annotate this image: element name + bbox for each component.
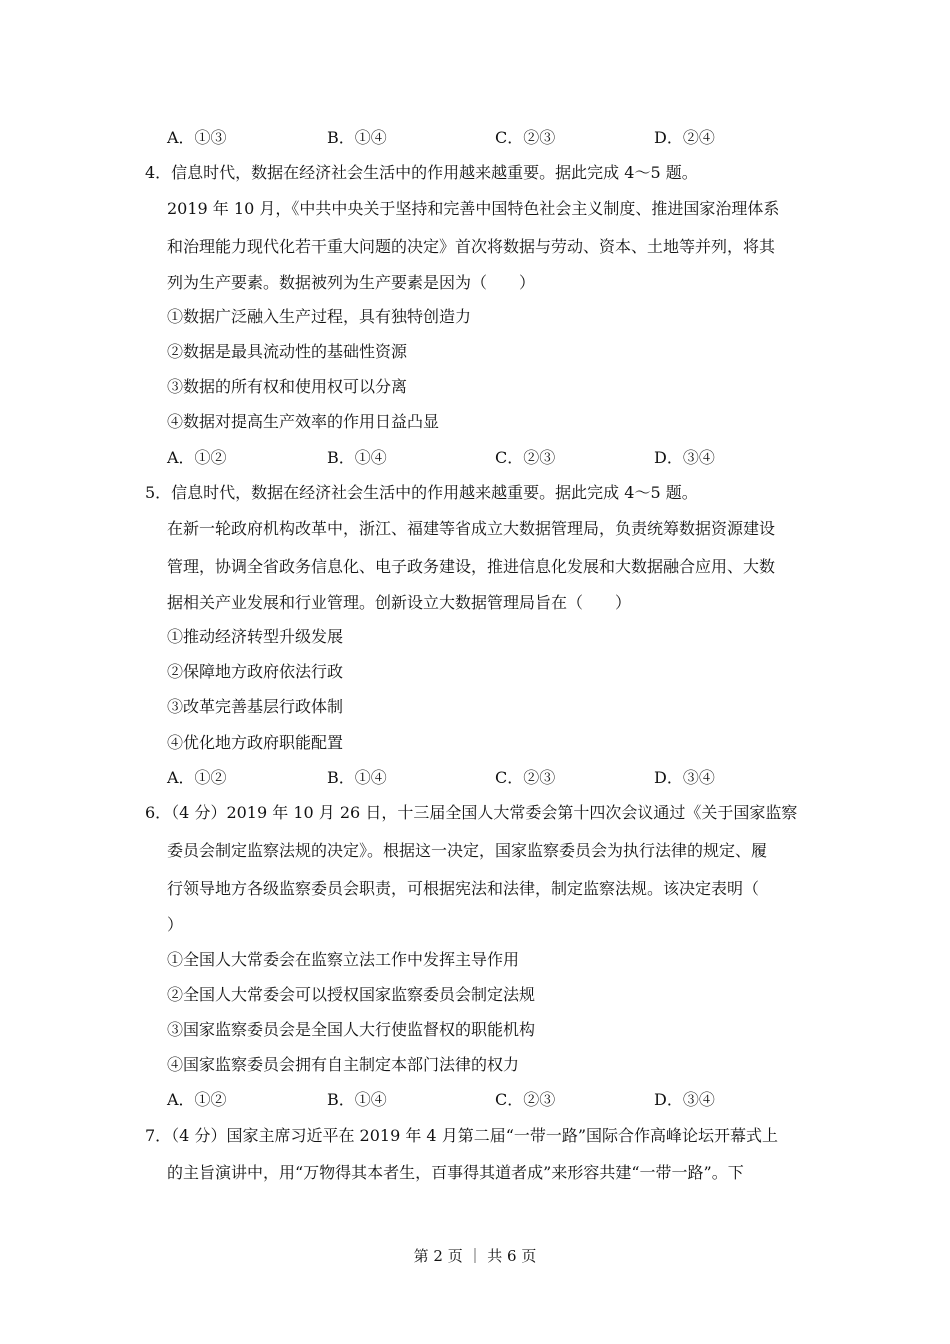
q6-stem-line: 委员会制定监察法规的决定》。根据这一决定，国家监察委员会为执行法律的规定、履 xyxy=(167,841,768,860)
q5-title: 5．信息时代，数据在经济社会生活中的作用越来越重要。据此完成 4～5 题。 xyxy=(145,483,698,502)
q6-option-c: C．②③ xyxy=(495,1090,556,1109)
q5-stem-line: 在新一轮政府机构改革中，浙江、福建等省成立大数据管理局，负责统筹数据资源建设 xyxy=(167,519,776,538)
q7-title: 7．（4 分）国家主席习近平在 2019 年 4 月第二届“一带一路”国际合作高峰论坛开幕式上 xyxy=(145,1126,779,1145)
q5-item: ④优化地方政府职能配置 xyxy=(167,733,344,752)
page-number-footer: 第 2 页 ｜ 共 6 页 xyxy=(413,1247,537,1265)
q6-option-d: D．③④ xyxy=(654,1090,715,1109)
q3-option-b: B．①④ xyxy=(327,128,387,147)
q6-title: 6．（4 分）2019 年 10 月 26 日，十三届全国人大常委会第十四次会议通过《关于国家监察 xyxy=(145,803,798,822)
q4-item: ①数据广泛融入生产过程，具有独特创造力 xyxy=(167,307,472,326)
q6-option-a: A．①② xyxy=(167,1090,227,1109)
q4-item: ②数据是最具流动性的基础性资源 xyxy=(167,342,408,361)
q5-option-c: C．②③ xyxy=(495,768,556,787)
q3-options xyxy=(167,128,807,150)
q6-item: ④国家监察委员会拥有自主制定本部门法律的权力 xyxy=(167,1055,520,1074)
q6-item: ①全国人大常委会在监察立法工作中发挥主导作用 xyxy=(167,950,520,969)
q5-option-a: A．①② xyxy=(167,768,227,787)
q4-stem-line: 列为生产要素。数据被列为生产要素是因为（ ） xyxy=(167,273,536,292)
q4-item: ④数据对提高生产效率的作用日益凸显 xyxy=(167,412,440,431)
q4-item: ③数据的所有权和使用权可以分离 xyxy=(167,377,408,396)
q3-option-d: D．②④ xyxy=(654,128,715,147)
q4-option-b: B．①④ xyxy=(327,448,387,467)
q4-option-d: D．③④ xyxy=(654,448,715,467)
q4-stem-line: 2019 年 10 月，《中共中央关于坚持和完善中国特色社会主义制度、推进国家治理体系 xyxy=(167,199,780,218)
q6-options xyxy=(167,1090,807,1112)
q6-item: ②全国人大常委会可以授权国家监察委员会制定法规 xyxy=(167,985,536,1004)
q4-options xyxy=(167,448,807,470)
q7-stem-line: 的主旨演讲中，用“万物得其本者生，百事得其道者成”来形容共建“一带一路”。下 xyxy=(167,1163,744,1182)
q5-item: ①推动经济转型升级发展 xyxy=(167,627,344,646)
q6-item: ③国家监察委员会是全国人大行使监督权的职能机构 xyxy=(167,1020,536,1039)
q5-option-d: D．③④ xyxy=(654,768,715,787)
q5-stem-line: 管理，协调全省政务信息化、电子政务建设，推进信息化发展和大数据融合应用、大数 xyxy=(167,557,776,576)
q6-stem-line: ） xyxy=(167,915,184,934)
q3-option-a: A．①③ xyxy=(167,128,227,147)
q4-option-a: A．①② xyxy=(167,448,227,467)
q5-item: ③改革完善基层行政体制 xyxy=(167,697,344,716)
q3-option-c: C．②③ xyxy=(495,128,556,147)
q5-option-b: B．①④ xyxy=(327,768,387,787)
q6-stem-line: 行领导地方各级监察委员会职责，可根据宪法和法律，制定监察法规。该决定表明（ xyxy=(167,879,760,898)
q4-stem-line: 和治理能力现代化若干重大问题的决定》首次将数据与劳动、资本、土地等并列，将其 xyxy=(167,237,776,256)
q5-item: ②保障地方政府依法行政 xyxy=(167,662,344,681)
q4-title: 4．信息时代，数据在经济社会生活中的作用越来越重要。据此完成 4～5 题。 xyxy=(145,163,698,182)
q5-options xyxy=(167,768,807,790)
q4-option-c: C．②③ xyxy=(495,448,556,467)
q6-option-b: B．①④ xyxy=(327,1090,387,1109)
q5-stem-line: 据相关产业发展和行业管理。创新设立大数据管理局旨在（ ） xyxy=(167,593,632,612)
